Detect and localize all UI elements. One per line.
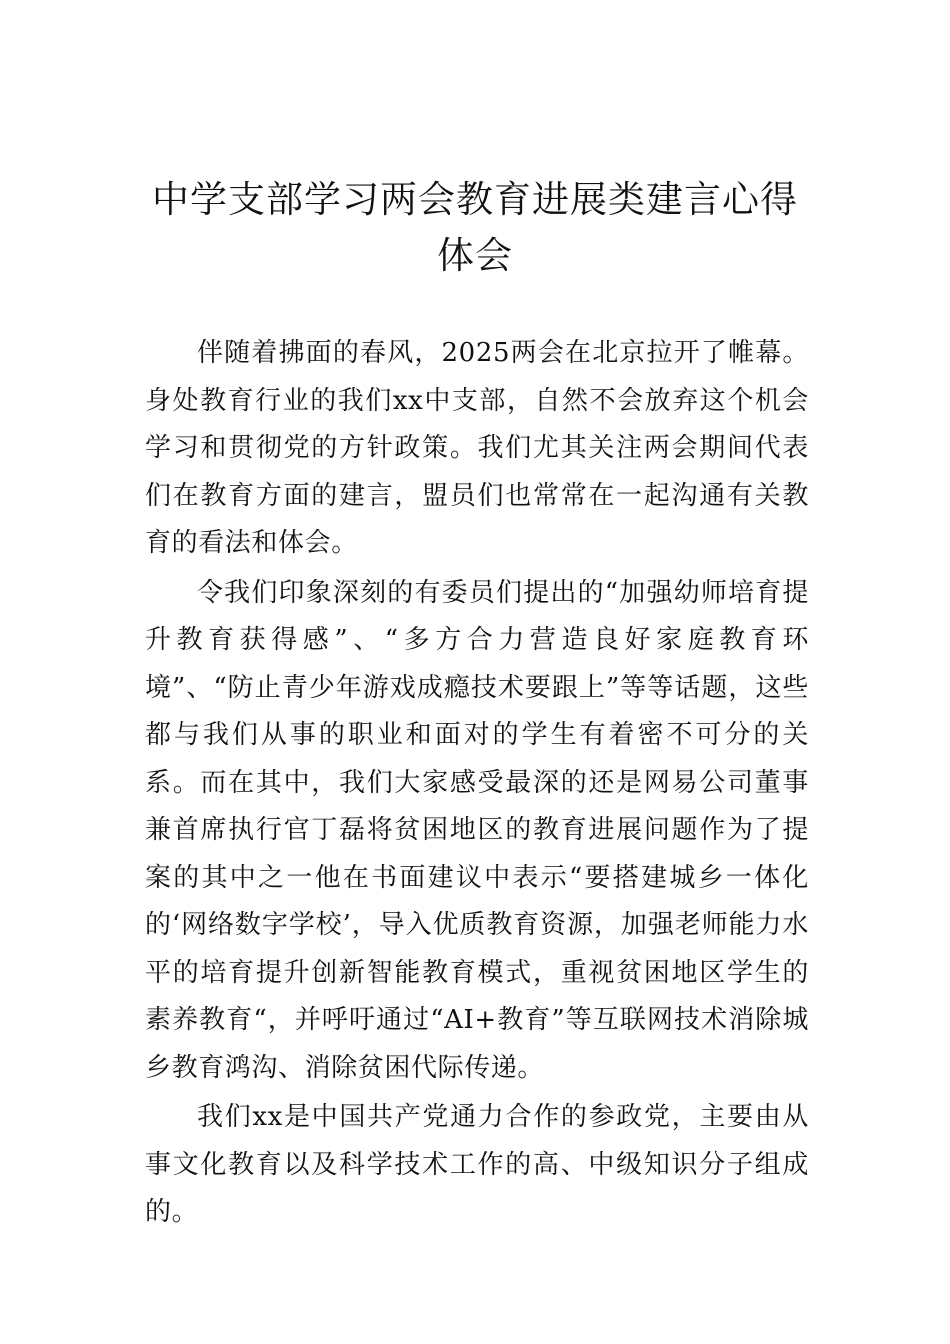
paragraph: 令我们印象深刻的有委员们提出的“加强幼师培育提升教育获得感”、“多方合力营造良好家庭教育环境”、“防止青少年游戏成瘾技术要跟上”等等话题，这些都与我们从事的职业和面对的学生有着密不可分的关系。而在其中，我们大家感受最深的还是网易公司董事兼首席执行官丁磊将贫困地区的教育进展问题作为了提案的其中之一他在书面建议中表示“要搭建城乡一体化的‘网络数字学校’，导入优质教育资源，加强老师能力水平的培育提升创新智能教育模式，重视贫困地区学生的素养教育“，并呼吁通过“AI+教育”等互联网技术消除城乡教育鸿沟、消除贫困代际传递。 xyxy=(145,577,809,1083)
paragraph: 我们xx是中国共产党通力合作的参政党，主要由从事文化教育以及科学技术工作的高、中级知识分子组成的。 xyxy=(145,1102,809,1227)
document-title: 中学支部学习两会教育进展类建言心得体会 xyxy=(152,178,798,277)
document-body xyxy=(145,330,809,1237)
paragraph: 伴随着拂面的春风，2025两会在北京拉开了帷幕。身处教育行业的我们xx中支部，自然不会放弃这个机会学习和贯彻党的方针政策。我们尤其关注两会期间代表们在教育方面的建言，盟员们也常常在一起沟通有关教育的看法和体会。 xyxy=(145,338,809,558)
